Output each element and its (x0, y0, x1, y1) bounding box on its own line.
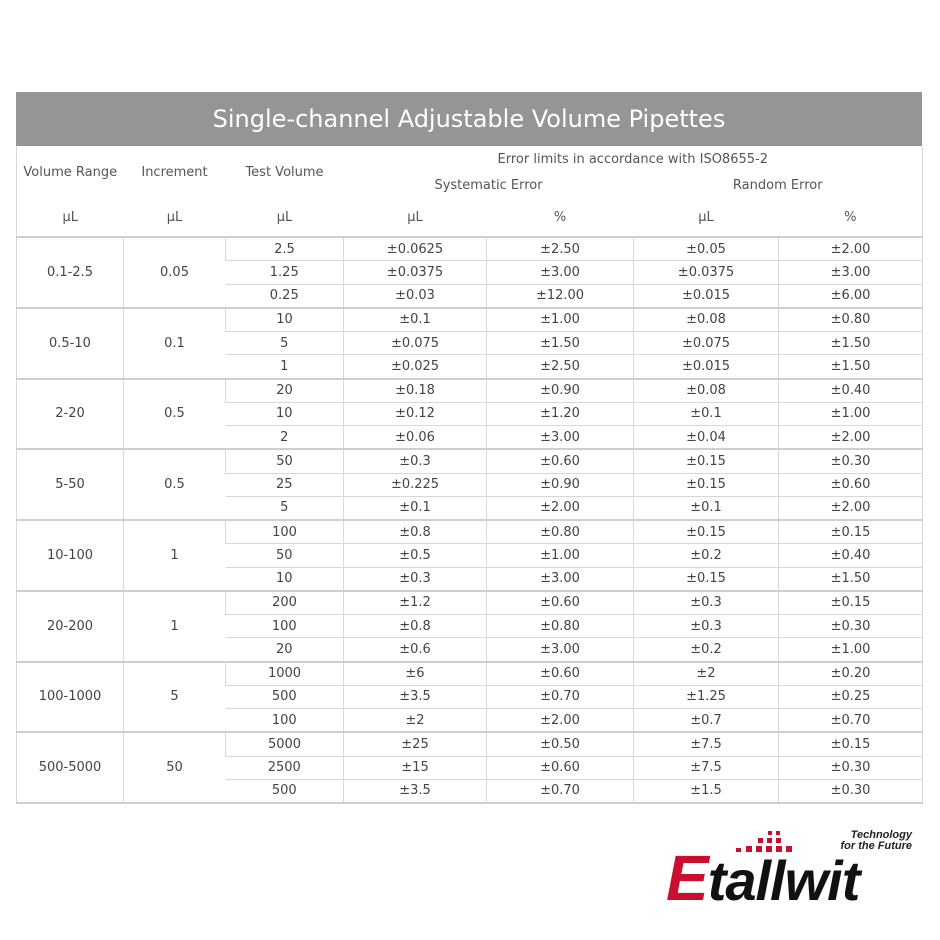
random-ul-cell: ±0.7 (634, 709, 779, 733)
systematic-ul-cell: ±0.1 (344, 308, 487, 332)
random-ul-cell: ±0.08 (634, 379, 779, 403)
systematic-ul-cell: ±0.075 (344, 332, 487, 355)
header-random-error: Random Error (732, 177, 823, 193)
random-ul-cell: ±0.05 (634, 237, 779, 261)
logo-wordmark (666, 842, 860, 914)
systematic-ul-cell: ±0.12 (344, 402, 487, 425)
systematic-pct-cell: ±2.50 (487, 355, 634, 379)
systematic-ul-cell: ±25 (344, 732, 487, 756)
test-volume-cell: 1000 (226, 662, 344, 686)
random-ul-cell: ±0.2 (634, 638, 779, 662)
systematic-pct-cell: ±0.50 (487, 732, 634, 756)
random-pct-cell: ±0.15 (779, 520, 923, 544)
random-ul-cell: ±0.015 (634, 284, 779, 308)
test-volume-cell: 2 (226, 426, 344, 450)
systematic-pct-cell: ±1.00 (487, 544, 634, 567)
systematic-pct-cell: ±1.00 (487, 308, 634, 332)
random-ul-cell: ±0.1 (634, 402, 779, 425)
systematic-ul-cell: ±0.225 (344, 473, 487, 496)
unit-increment: μL (124, 198, 226, 237)
systematic-ul-cell: ±0.025 (344, 355, 487, 379)
random-pct-cell: ±0.40 (779, 544, 923, 567)
brand-logo (660, 826, 930, 926)
pipette-spec-table (16, 146, 923, 804)
test-volume-cell: 0.25 (226, 284, 344, 308)
random-ul-cell: ±0.15 (634, 520, 779, 544)
systematic-pct-cell: ±0.90 (487, 473, 634, 496)
systematic-ul-cell: ±0.3 (344, 567, 487, 591)
systematic-ul-cell: ±0.5 (344, 544, 487, 567)
systematic-ul-cell: ±3.5 (344, 685, 487, 708)
systematic-ul-cell: ±0.0375 (344, 261, 487, 284)
logo-tagline: Technology for the Future (840, 829, 912, 852)
table-row (17, 237, 923, 261)
random-ul-cell: ±0.04 (634, 426, 779, 450)
test-volume-cell: 100 (226, 520, 344, 544)
logo-initial: E (666, 842, 708, 914)
test-volume-cell: 10 (226, 567, 344, 591)
systematic-ul-cell: ±0.18 (344, 379, 487, 403)
systematic-pct-cell: ±0.90 (487, 379, 634, 403)
unit-systematic-pct: % (487, 198, 634, 237)
test-volume-cell: 100 (226, 709, 344, 733)
systematic-ul-cell: ±15 (344, 756, 487, 779)
increment-cell: 1 (124, 591, 226, 662)
header-volume-range: Volume Range (23, 164, 118, 180)
table-row (17, 732, 923, 756)
random-ul-cell: ±2 (634, 662, 779, 686)
systematic-pct-cell: ±0.60 (487, 449, 634, 473)
test-volume-cell: 20 (226, 379, 344, 403)
header-test-volume: Test Volume (245, 164, 324, 180)
test-volume-cell: 50 (226, 544, 344, 567)
systematic-pct-cell: ±0.80 (487, 520, 634, 544)
unit-systematic-ul: μL (344, 198, 487, 237)
random-pct-cell: ±6.00 (779, 284, 923, 308)
systematic-ul-cell: ±3.5 (344, 779, 487, 803)
systematic-ul-cell: ±1.2 (344, 591, 487, 615)
random-pct-cell: ±0.70 (779, 709, 923, 733)
random-pct-cell: ±0.15 (779, 591, 923, 615)
table-row (17, 308, 923, 332)
systematic-pct-cell: ±3.00 (487, 261, 634, 284)
systematic-ul-cell: ±0.1 (344, 496, 487, 520)
test-volume-cell: 2.5 (226, 237, 344, 261)
header-error-limits: Error limits in accordance with ISO8655-2 (497, 151, 768, 167)
random-ul-cell: ±0.1 (634, 496, 779, 520)
table-row (17, 662, 923, 686)
random-ul-cell: ±1.5 (634, 779, 779, 803)
increment-cell: 50 (124, 732, 226, 803)
test-volume-cell: 5 (226, 496, 344, 520)
systematic-pct-cell: ±0.70 (487, 779, 634, 803)
unit-volume-range: μL (17, 198, 124, 237)
unit-random-ul: μL (634, 198, 779, 237)
test-volume-cell: 20 (226, 638, 344, 662)
volume-range-cell: 0.1-2.5 (17, 237, 124, 308)
random-ul-cell: ±0.075 (634, 332, 779, 355)
volume-range-cell: 5-50 (17, 449, 124, 520)
systematic-pct-cell: ±3.00 (487, 638, 634, 662)
header-systematic-error: Systematic Error (434, 177, 543, 193)
random-pct-cell: ±0.40 (779, 379, 923, 403)
random-pct-cell: ±0.30 (779, 779, 923, 803)
random-pct-cell: ±1.50 (779, 332, 923, 355)
systematic-ul-cell: ±0.3 (344, 449, 487, 473)
random-pct-cell: ±0.30 (779, 449, 923, 473)
random-pct-cell: ±2.00 (779, 237, 923, 261)
systematic-pct-cell: ±0.70 (487, 685, 634, 708)
unit-random-pct: % (779, 198, 923, 237)
random-pct-cell: ±0.30 (779, 615, 923, 638)
systematic-ul-cell: ±2 (344, 709, 487, 733)
test-volume-cell: 100 (226, 615, 344, 638)
random-ul-cell: ±7.5 (634, 756, 779, 779)
systematic-ul-cell: ±0.8 (344, 520, 487, 544)
systematic-ul-cell: ±0.06 (344, 426, 487, 450)
systematic-pct-cell: ±3.00 (487, 567, 634, 591)
random-ul-cell: ±0.15 (634, 473, 779, 496)
test-volume-cell: 50 (226, 449, 344, 473)
volume-range-cell: 0.5-10 (17, 308, 124, 379)
random-ul-cell: ±0.15 (634, 567, 779, 591)
test-volume-cell: 1 (226, 355, 344, 379)
random-pct-cell: ±0.20 (779, 662, 923, 686)
unit-test-volume: μL (226, 198, 344, 237)
random-ul-cell: ±0.3 (634, 615, 779, 638)
table-row (17, 591, 923, 615)
systematic-pct-cell: ±0.60 (487, 756, 634, 779)
systematic-ul-cell: ±0.8 (344, 615, 487, 638)
systematic-pct-cell: ±2.50 (487, 237, 634, 261)
random-pct-cell: ±0.25 (779, 685, 923, 708)
table-title: Single-channel Adjustable Volume Pipettes (16, 92, 922, 146)
increment-cell: 0.5 (124, 379, 226, 450)
table-row (17, 449, 923, 473)
systematic-ul-cell: ±6 (344, 662, 487, 686)
systematic-pct-cell: ±1.50 (487, 332, 634, 355)
random-ul-cell: ±0.15 (634, 449, 779, 473)
random-pct-cell: ±1.00 (779, 402, 923, 425)
test-volume-cell: 5 (226, 332, 344, 355)
test-volume-cell: 10 (226, 308, 344, 332)
random-ul-cell: ±0.08 (634, 308, 779, 332)
random-pct-cell: ±0.60 (779, 473, 923, 496)
systematic-ul-cell: ±0.0625 (344, 237, 487, 261)
random-pct-cell: ±1.00 (779, 638, 923, 662)
volume-range-cell: 10-100 (17, 520, 124, 591)
random-pct-cell: ±0.30 (779, 756, 923, 779)
random-ul-cell: ±0.2 (634, 544, 779, 567)
random-pct-cell: ±1.50 (779, 355, 923, 379)
random-ul-cell: ±0.3 (634, 591, 779, 615)
random-ul-cell: ±7.5 (634, 732, 779, 756)
test-volume-cell: 500 (226, 685, 344, 708)
systematic-pct-cell: ±0.60 (487, 591, 634, 615)
table-row (17, 520, 923, 544)
test-volume-cell: 10 (226, 402, 344, 425)
header-increment: Increment (141, 164, 208, 180)
test-volume-cell: 1.25 (226, 261, 344, 284)
systematic-pct-cell: ±2.00 (487, 496, 634, 520)
table-row (17, 379, 923, 403)
logo-name: tallwit (707, 849, 860, 912)
systematic-pct-cell: ±12.00 (487, 284, 634, 308)
increment-cell: 5 (124, 662, 226, 733)
increment-cell: 0.05 (124, 237, 226, 308)
test-volume-cell: 25 (226, 473, 344, 496)
random-pct-cell: ±0.80 (779, 308, 923, 332)
random-ul-cell: ±0.015 (634, 355, 779, 379)
systematic-pct-cell: ±3.00 (487, 426, 634, 450)
table-body (17, 237, 923, 803)
volume-range-cell: 20-200 (17, 591, 124, 662)
test-volume-cell: 2500 (226, 756, 344, 779)
volume-range-cell: 500-5000 (17, 732, 124, 803)
systematic-pct-cell: ±2.00 (487, 709, 634, 733)
test-volume-cell: 200 (226, 591, 344, 615)
random-pct-cell: ±2.00 (779, 426, 923, 450)
increment-cell: 0.5 (124, 449, 226, 520)
systematic-pct-cell: ±0.60 (487, 662, 634, 686)
test-volume-cell: 500 (226, 779, 344, 803)
systematic-pct-cell: ±0.80 (487, 615, 634, 638)
random-ul-cell: ±1.25 (634, 685, 779, 708)
random-pct-cell: ±1.50 (779, 567, 923, 591)
random-pct-cell: ±2.00 (779, 496, 923, 520)
random-ul-cell: ±0.0375 (634, 261, 779, 284)
increment-cell: 1 (124, 520, 226, 591)
volume-range-cell: 2-20 (17, 379, 124, 450)
test-volume-cell: 5000 (226, 732, 344, 756)
systematic-ul-cell: ±0.03 (344, 284, 487, 308)
systematic-pct-cell: ±1.20 (487, 402, 634, 425)
increment-cell: 0.1 (124, 308, 226, 379)
random-pct-cell: ±0.15 (779, 732, 923, 756)
random-pct-cell: ±3.00 (779, 261, 923, 284)
volume-range-cell: 100-1000 (17, 662, 124, 733)
systematic-ul-cell: ±0.6 (344, 638, 487, 662)
